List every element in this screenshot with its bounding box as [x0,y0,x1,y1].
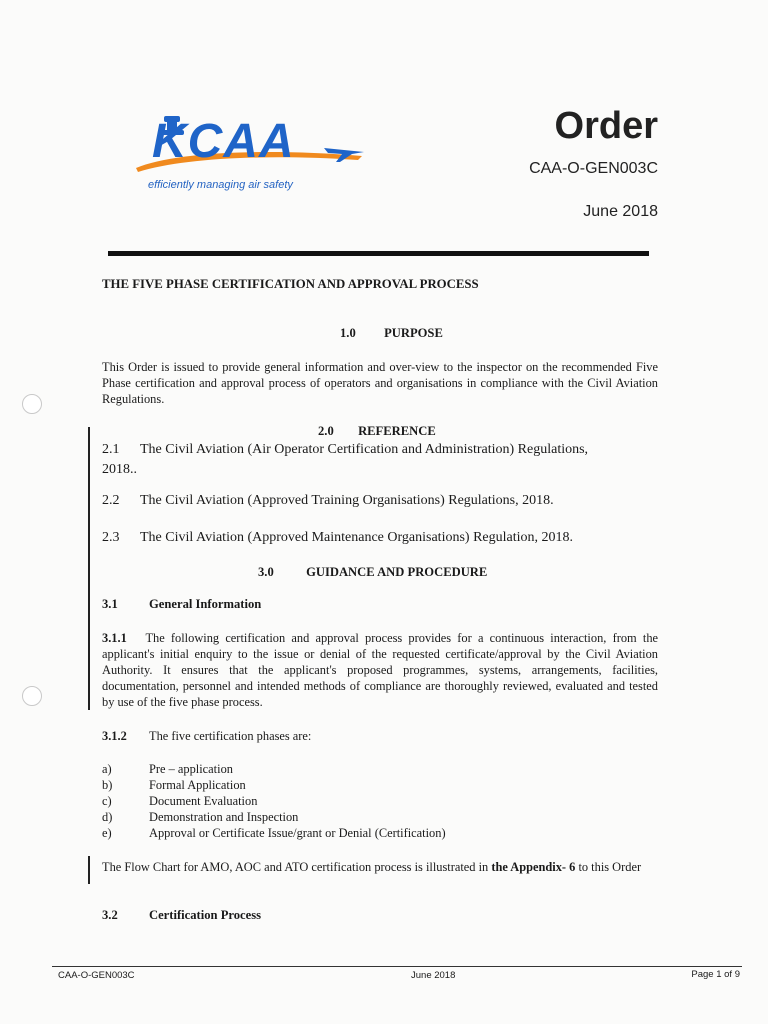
footer-date: June 2018 [411,970,456,981]
purpose-text: This Order is issued to provide general information and over-view to the inspector on the recommended Five Phase certification and approval process of operators and organisations in compliance with the Civil Aviation Regulations. [102,360,658,406]
punch-hole-top [22,394,42,414]
reference-item-2-3 [102,528,573,548]
list-item: c) Document Evaluation [102,794,258,808]
reference-title: REFERENCE [358,424,436,438]
purpose-num: 1.0 [340,326,356,340]
s312-num: 3.1.2 [102,729,127,743]
punch-hole-bottom [22,686,42,706]
s31-num: 3.1 [102,597,118,611]
kcaa-logo [134,108,369,200]
s311-num: 3.1.1 [102,631,127,645]
s312-text: The five certification phases are: [149,729,312,743]
list-item: b) Formal Application [102,778,246,792]
purpose-title: PURPOSE [384,326,443,340]
logo-wordmark: KCAA [152,115,295,168]
reference-item-2-1 [102,440,662,480]
section-3-1-1 [102,630,658,710]
reference-heading [318,424,436,439]
list-item: e) Approval or Certificate Issue/grant or Denial (Certification) [102,826,446,840]
ref-num: 2.2 [102,493,120,508]
section-3-1-heading [102,597,261,612]
ref-num: 2.1 [102,442,120,457]
ref-text: The Civil Aviation (Air Operator Certification and Administration) Regulations, [140,442,589,457]
guidance-heading [258,565,487,580]
section-3-1-2 [102,729,311,744]
flow-text: The Flow Chart for AMO, AOC and ATO certification process is illustrated in [102,860,492,874]
doc-number: CAA-O-GEN003C [529,160,658,177]
s311-text: The following certification and approval process provides for a continuous interaction, from the applicant's initial enquiry to the issue or denial of the requested certificate/approval by the Civil Aviation Authority. It ensures that the applicant's proposed programmes, systems, arrangements, facilities, documentation, personnel and intended methods of compliance are thoroughly reviewed, evaluated and tested by use of the five phase process. [102,631,659,709]
list-item: d) Demonstration and Inspection [102,810,299,824]
main-title: THE FIVE PHASE CERTIFICATION AND APPROVAL PROCESS [102,277,479,291]
reference-item-2-2 [102,491,554,511]
flow-tail: to this Order [575,860,642,874]
footer-rule [52,966,742,967]
footer-page-number: Page 1 of 9 [691,969,740,980]
phases-list [102,761,446,841]
appendix-ref: the Appendix- 6 [491,860,576,874]
list-item: a) Pre – application [102,762,233,776]
change-bar-flow [88,856,90,884]
logo-tagline: efficiently managing air safety [148,179,293,191]
ref-text: The Civil Aviation (Approved Training Organisations) Regulations, 2018. [140,493,554,508]
guidance-title: GUIDANCE AND PROCEDURE [306,565,488,579]
guidance-num: 3.0 [258,565,274,579]
s32-title: Certification Process [149,908,262,922]
s32-num: 3.2 [102,908,118,922]
flow-chart-note [102,859,662,875]
header-rule [108,251,649,256]
ref-text: The Civil Aviation (Approved Maintenance Organisations) Regulation, 2018. [140,530,574,545]
section-3-2-heading [102,908,261,923]
change-bar-reference [88,427,90,710]
reference-num: 2.0 [318,424,334,438]
doc-date: June 2018 [583,203,658,220]
s31-title: General Information [149,597,262,611]
ref-num: 2.3 [102,530,120,545]
footer-doc-number: CAA-O-GEN003C [58,970,135,981]
purpose-heading [340,326,443,341]
doc-type: Order [554,105,658,147]
ref-cont: 2018.. [102,462,137,477]
